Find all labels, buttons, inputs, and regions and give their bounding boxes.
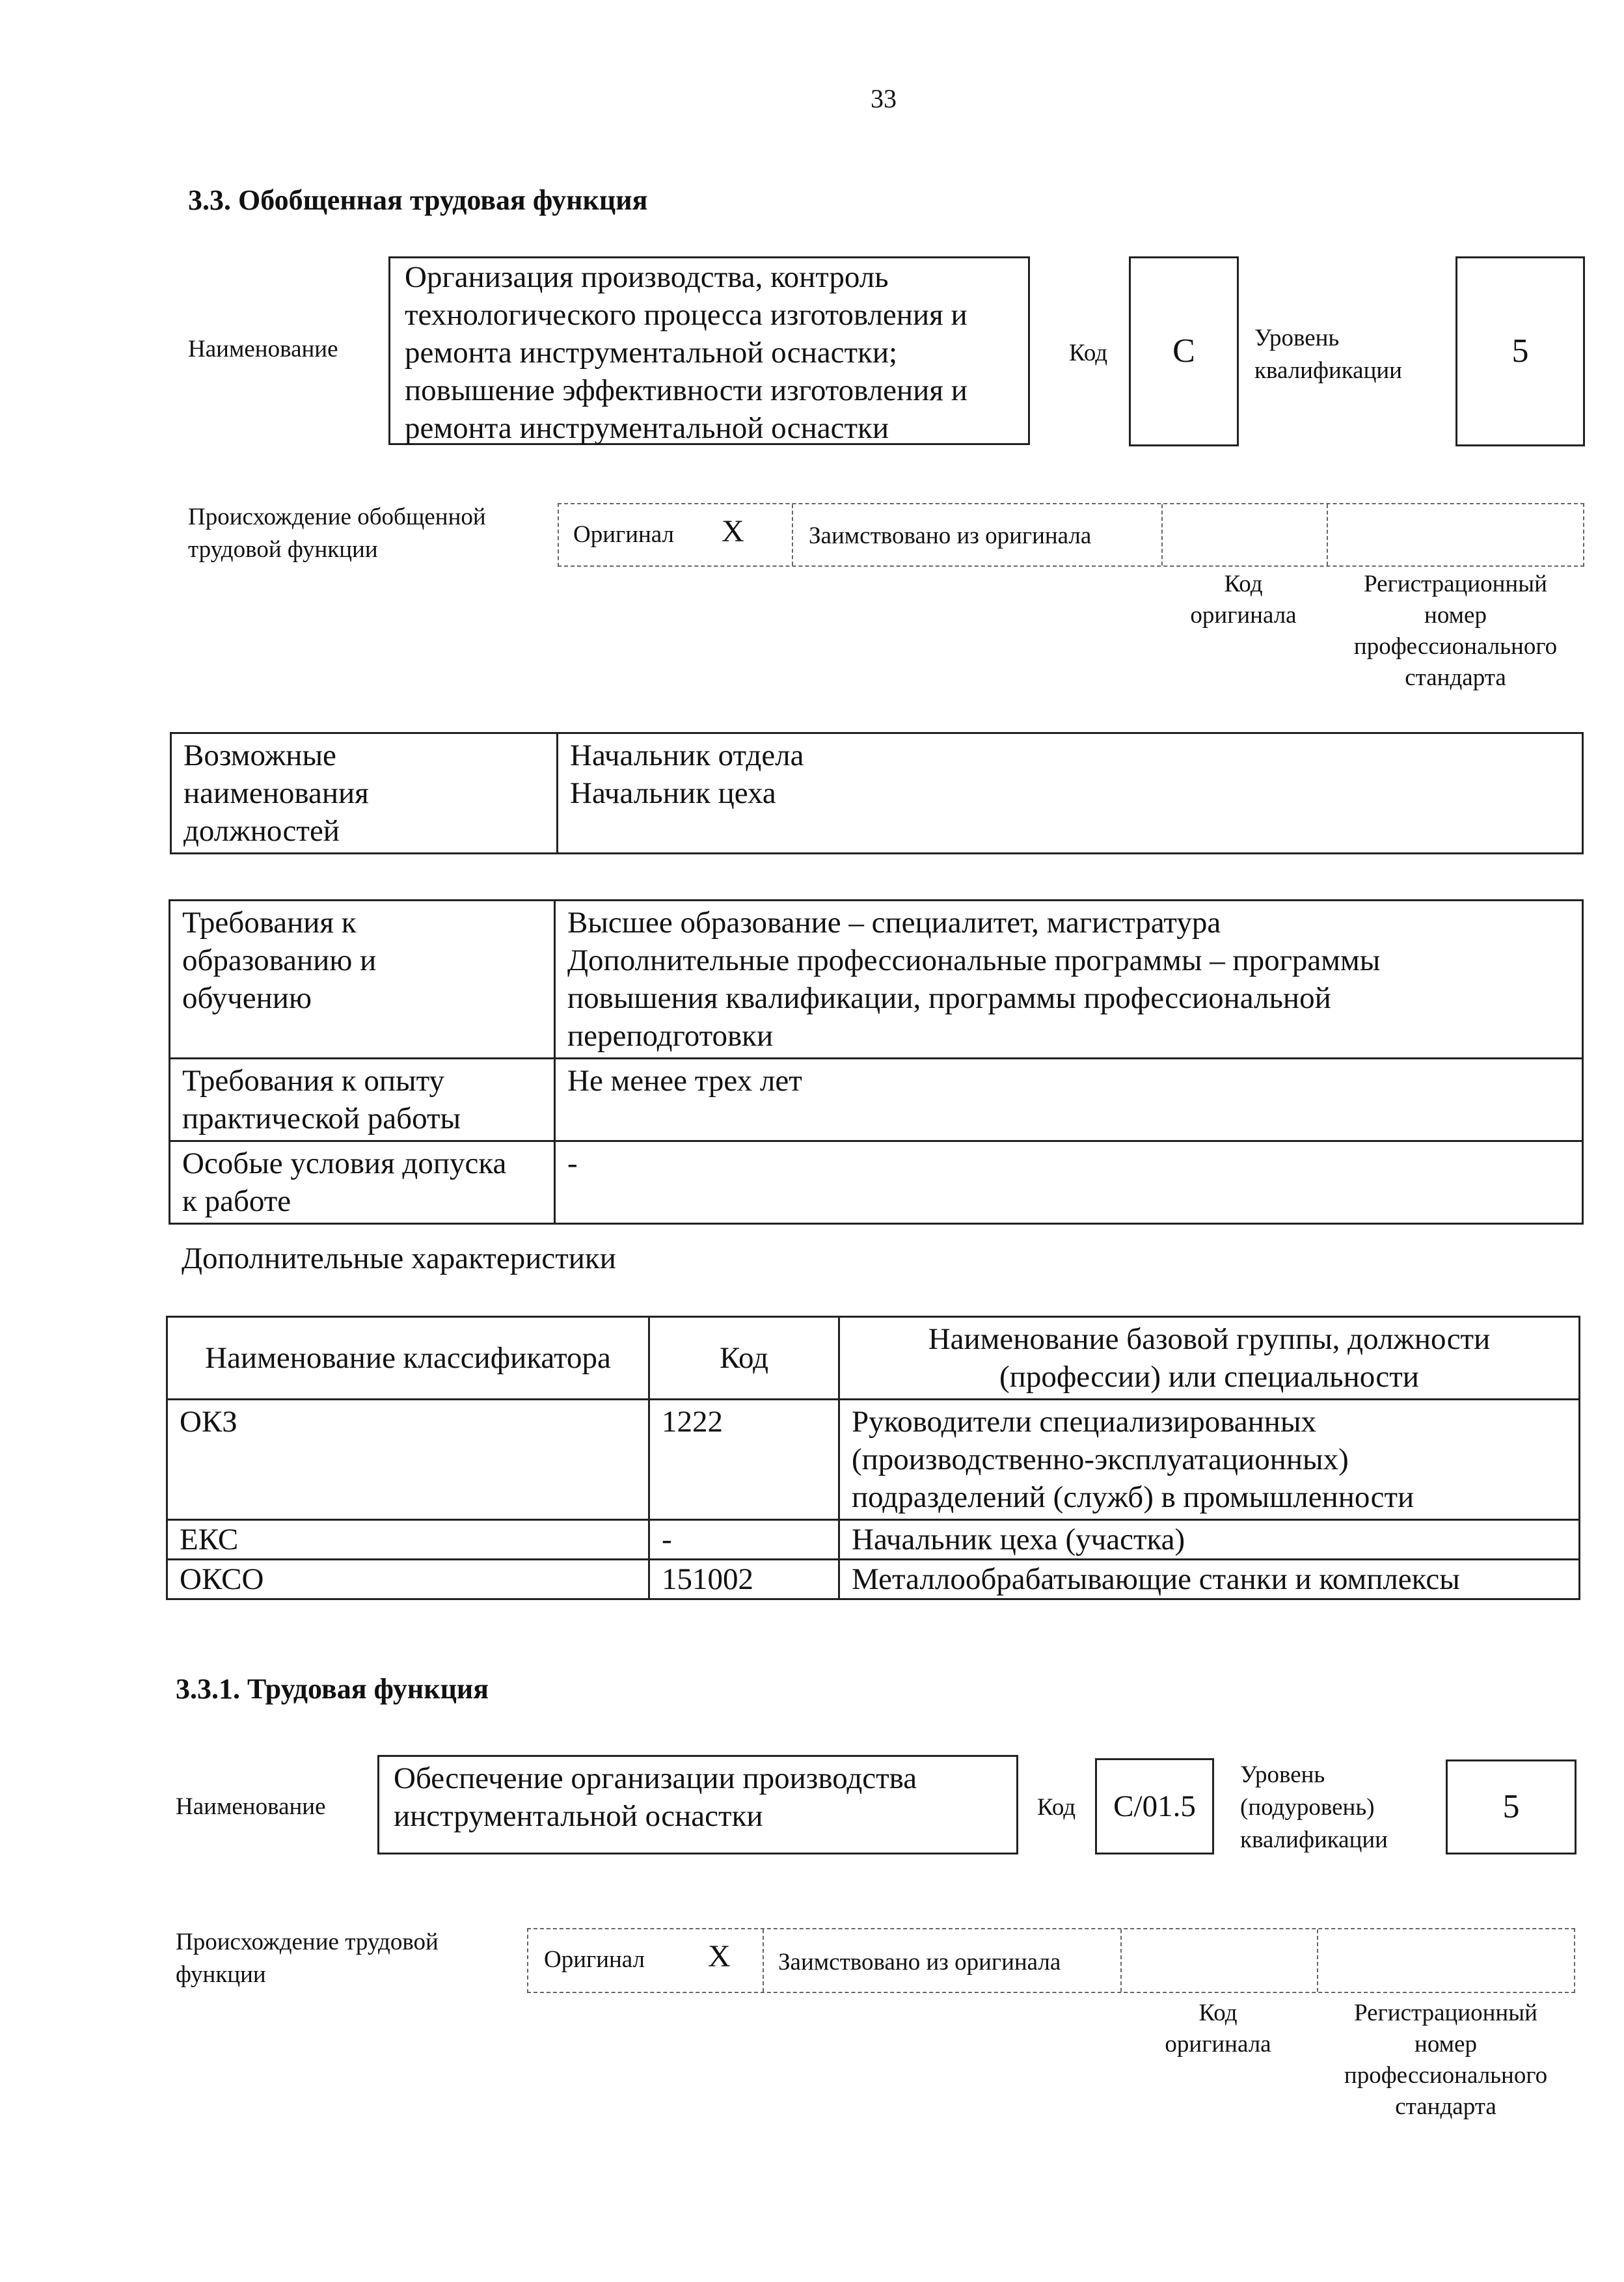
divider [763, 1929, 764, 1992]
origin-row [558, 503, 1584, 567]
original-label: Оригинал [573, 521, 675, 548]
classifier-cell: ОКЗ [167, 1400, 649, 1520]
code-cell: 1222 [649, 1400, 839, 1520]
divider [1317, 1929, 1318, 1992]
requirement-label: Требования к образованию и обучению [170, 901, 555, 1059]
divider [1327, 504, 1328, 565]
name-field [377, 1755, 1018, 1854]
name-value: Организация производства, контроль технологического процесса изготовления и ремонта инструментальной оснастки; повышение эффективности изготовления и ремонта инструментальной оснастки [405, 260, 968, 445]
divider [1161, 504, 1163, 565]
name-field [388, 256, 1030, 445]
level-value: 5 [1455, 256, 1585, 446]
reg-number-caption: Регистрационный номер профессионального стандарта [1353, 571, 1558, 691]
requirement-label: Требования к опыту практической работы [170, 1059, 555, 1141]
section-heading: 3.3. Обобщенная трудовая функция [188, 184, 648, 216]
table-row [170, 1059, 1583, 1141]
origin-label: Происхождение обобщенной трудовой функции [188, 504, 486, 563]
classifier-table [166, 1316, 1580, 1600]
classifier-cell: ЕКС [167, 1520, 649, 1560]
requirement-value: Высшее образование – специалитет, магистратура Дополнительные профессиональные программы – программы повышения квалификации, программы профессиональной переподготовки [555, 901, 1583, 1059]
requirements-table [169, 899, 1584, 1225]
header-group-name: Наименование базовой группы, должности (профессии) или специальности [839, 1317, 1580, 1400]
original-mark: X [708, 1939, 731, 1974]
positions-label: Возможные наименования должностей [171, 733, 558, 854]
requirement-value: - [555, 1141, 1583, 1224]
table-row [167, 1317, 1580, 1400]
requirement-value: Не менее трех лет [555, 1059, 1583, 1141]
name-label: Наименование [188, 336, 338, 362]
name-cell: Металлообрабатывающие станки и комплексы [839, 1560, 1580, 1599]
name-cell: Начальник цеха (участка) [839, 1520, 1580, 1560]
origin-row [527, 1928, 1575, 1993]
origin-label: Происхождение трудовой функции [176, 1929, 439, 1988]
table-row [167, 1400, 1580, 1520]
positions-table [170, 732, 1584, 854]
original-label: Оригинал [544, 1946, 645, 1973]
divider [792, 504, 793, 565]
code-original-caption: Код оригинала [1165, 2000, 1271, 2058]
table-row [167, 1520, 1580, 1560]
header-classifier: Наименование классификатора [167, 1317, 649, 1400]
requirement-label: Особые условия допуска к работе [170, 1141, 555, 1224]
positions-value: Начальник отдела Начальник цеха [558, 733, 1583, 854]
table-row [171, 733, 1583, 854]
subsection-heading: 3.3.1. Трудовая функция [176, 1673, 489, 1705]
level-value: 5 [1446, 1759, 1577, 1854]
code-cell: 151002 [649, 1560, 839, 1599]
borrowed-label: Заимствовано из оригинала [809, 523, 1092, 549]
name-cell: Руководители специализированных (производственно-эксплуатационных) подразделений (служб) в промышленности [839, 1400, 1580, 1520]
code-cell: - [649, 1520, 839, 1560]
code-label: Код [1069, 340, 1108, 366]
classifier-cell: ОКСО [167, 1560, 649, 1599]
name-value: Обеспечение организации производства инструментальной оснастки [394, 1761, 917, 1833]
code-original-caption: Код оригинала [1190, 571, 1297, 629]
header-code: Код [649, 1317, 839, 1400]
page-number: 33 [871, 84, 897, 113]
extra-heading: Дополнительные характеристики [182, 1242, 616, 1275]
name-label: Наименование [176, 1793, 326, 1820]
code-value: C [1129, 256, 1239, 446]
table-row [170, 1141, 1583, 1224]
code-label: Код [1037, 1794, 1076, 1821]
level-label: Уровень квалификации [1254, 325, 1402, 384]
level-label: Уровень (подуровень) квалификации [1240, 1761, 1388, 1853]
code-value: C/01.5 [1095, 1758, 1214, 1854]
reg-number-caption: Регистрационный номер профессионального стандарта [1344, 2000, 1548, 2120]
table-row [170, 901, 1583, 1059]
borrowed-label: Заимствовано из оригинала [778, 1949, 1061, 1976]
divider [1120, 1929, 1122, 1992]
original-mark: X [722, 514, 744, 549]
table-row [167, 1560, 1580, 1599]
